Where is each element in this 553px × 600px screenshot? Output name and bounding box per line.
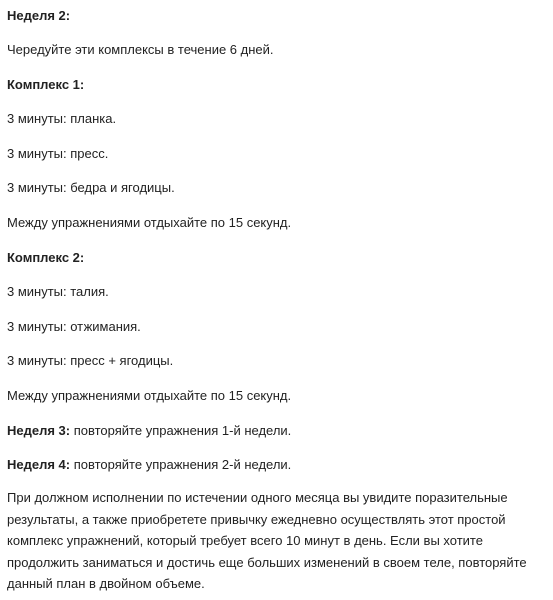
complex-1-item-hips: 3 минуты: бедра и ягодицы. xyxy=(7,180,175,195)
complex-2-rest: Между упражнениями отдыхайте по 15 секунд. xyxy=(7,388,292,403)
week-4-line xyxy=(7,456,291,473)
complex-2-item-pushups: 3 минуты: отжимания. xyxy=(7,319,141,334)
week-2-heading: Неделя 2: xyxy=(7,8,71,23)
complex-2-item-waist: 3 минуты: талия. xyxy=(7,284,109,299)
week-3-label: Неделя 3: xyxy=(7,423,71,438)
week-3-line xyxy=(7,422,291,439)
week-4-text: повторяйте упражнения 2-й недели. xyxy=(70,457,292,472)
complex-2-heading: Комплекс 2: xyxy=(7,250,85,265)
complex-1-item-abs: 3 минуты: пресс. xyxy=(7,146,109,161)
complex-1-item-plank: 3 минуты: планка. xyxy=(7,111,117,126)
complex-1-rest: Между упражнениями отдыхайте по 15 секунд. xyxy=(7,215,292,230)
week-4-label: Неделя 4: xyxy=(7,457,71,472)
complex-1-heading: Комплекс 1: xyxy=(7,77,85,92)
week-2-intro: Чередуйте эти комплексы в течение 6 дней. xyxy=(7,42,274,57)
complex-2-item-abs-glutes: 3 минуты: пресс + ягодицы. xyxy=(7,353,174,368)
week-3-text: повторяйте упражнения 1-й недели. xyxy=(70,423,292,438)
conclusion-paragraph: При должном исполнении по истечении одного месяца вы увидите поразительные результаты, а также приобретете привычку ежедневно осуществлять этот простой комплекс упражнений, который требует всего 10 минут в день. Если вы хотите продолжить заниматься и достичь еще больших изменений в своем теле, повторяйте данный план в двойном объеме. xyxy=(7,490,527,591)
